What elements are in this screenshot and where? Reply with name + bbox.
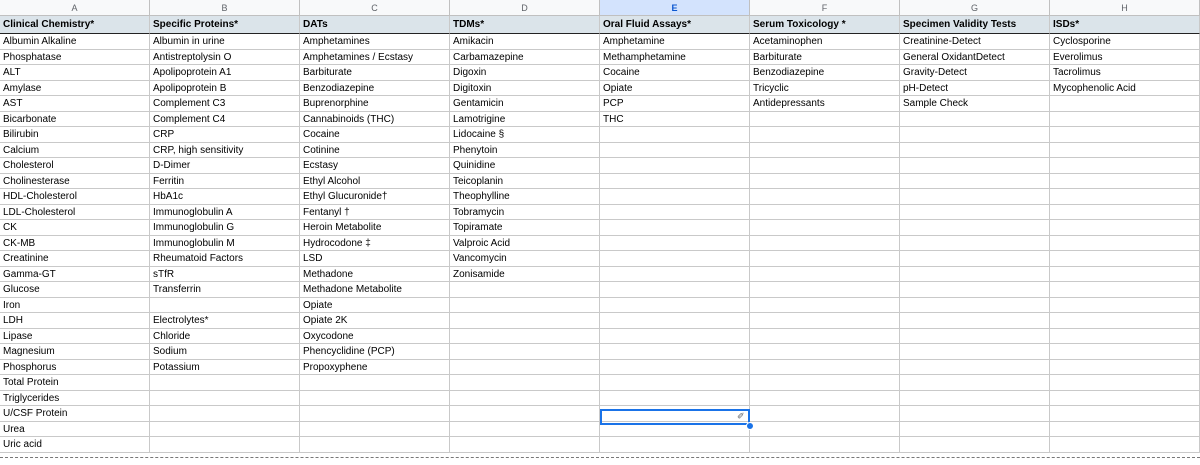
table-cell[interactable]: Chloride: [150, 329, 300, 345]
table-cell[interactable]: ALT: [0, 65, 150, 81]
table-cell[interactable]: U/CSF Protein: [0, 406, 150, 422]
table-cell[interactable]: [600, 220, 750, 236]
table-cell[interactable]: [600, 437, 750, 453]
table-cell[interactable]: LDH: [0, 313, 150, 329]
table-cell[interactable]: Rheumatoid Factors: [150, 251, 300, 267]
table-cell[interactable]: [900, 422, 1050, 438]
table-cell[interactable]: Vancomycin: [450, 251, 600, 267]
table-cell[interactable]: LDL-Cholesterol: [0, 205, 150, 221]
table-cell[interactable]: [600, 267, 750, 283]
table-cell[interactable]: D-Dimer: [150, 158, 300, 174]
table-cell[interactable]: Antistreptolysin O: [150, 50, 300, 66]
table-cell[interactable]: Methadone Metabolite: [300, 282, 450, 298]
table-cell[interactable]: [600, 298, 750, 314]
table-cell[interactable]: [750, 437, 900, 453]
table-cell[interactable]: Quinidine: [450, 158, 600, 174]
table-cell[interactable]: Ethyl Alcohol: [300, 174, 450, 190]
table-cell[interactable]: [600, 344, 750, 360]
table-cell[interactable]: [450, 391, 600, 407]
table-cell[interactable]: Hydrocodone ‡: [300, 236, 450, 252]
table-cell[interactable]: Amphetamine: [600, 34, 750, 50]
table-cell[interactable]: Cannabinoids (THC): [300, 112, 450, 128]
table-cell[interactable]: [300, 375, 450, 391]
table-cell[interactable]: [150, 298, 300, 314]
table-cell[interactable]: Teicoplanin: [450, 174, 600, 190]
table-cell[interactable]: [900, 298, 1050, 314]
table-cell[interactable]: [600, 205, 750, 221]
table-cell[interactable]: Complement C4: [150, 112, 300, 128]
table-cell[interactable]: [900, 406, 1050, 422]
table-cell[interactable]: [600, 406, 750, 422]
table-cell[interactable]: [600, 143, 750, 159]
table-cell[interactable]: Methadone: [300, 267, 450, 283]
table-cell[interactable]: Benzodiazepine: [750, 65, 900, 81]
table-cell[interactable]: Complement C3: [150, 96, 300, 112]
table-cell[interactable]: [750, 344, 900, 360]
table-cell[interactable]: [450, 375, 600, 391]
column-header-b[interactable]: B: [150, 0, 300, 16]
table-cell[interactable]: [150, 391, 300, 407]
table-cell[interactable]: Ecstasy: [300, 158, 450, 174]
table-cell[interactable]: Heroin Metabolite: [300, 220, 450, 236]
table-cell[interactable]: [750, 375, 900, 391]
table-cell[interactable]: [600, 251, 750, 267]
table-cell[interactable]: Zonisamide: [450, 267, 600, 283]
table-cell[interactable]: [750, 220, 900, 236]
table-cell[interactable]: PCP: [600, 96, 750, 112]
table-cell[interactable]: [600, 391, 750, 407]
table-cell[interactable]: Gravity-Detect: [900, 65, 1050, 81]
table-cell[interactable]: [600, 158, 750, 174]
table-cell[interactable]: Triglycerides: [0, 391, 150, 407]
table-cell[interactable]: Propoxyphene: [300, 360, 450, 376]
table-cell[interactable]: [1050, 391, 1200, 407]
table-cell[interactable]: [600, 127, 750, 143]
table-cell[interactable]: [450, 360, 600, 376]
table-cell[interactable]: [900, 282, 1050, 298]
table-cell[interactable]: [450, 406, 600, 422]
table-cell[interactable]: sTfR: [150, 267, 300, 283]
table-cell[interactable]: Transferrin: [150, 282, 300, 298]
table-cell[interactable]: [1050, 298, 1200, 314]
table-cell[interactable]: [900, 251, 1050, 267]
table-cell[interactable]: [1050, 406, 1200, 422]
table-cell[interactable]: [450, 313, 600, 329]
table-cell[interactable]: Bilirubin: [0, 127, 150, 143]
table-cell[interactable]: [1050, 344, 1200, 360]
table-cell[interactable]: Total Protein: [0, 375, 150, 391]
table-cell[interactable]: [750, 251, 900, 267]
table-cell[interactable]: [900, 127, 1050, 143]
table-cell[interactable]: General OxidantDetect: [900, 50, 1050, 66]
table-cell[interactable]: [750, 236, 900, 252]
table-cell[interactable]: Urea: [0, 422, 150, 438]
table-cell[interactable]: Phenytoin: [450, 143, 600, 159]
table-cell[interactable]: CK: [0, 220, 150, 236]
table-cell[interactable]: Phencyclidine (PCP): [300, 344, 450, 360]
table-cell[interactable]: Immunoglobulin A: [150, 205, 300, 221]
table-cell[interactable]: [600, 236, 750, 252]
table-cell[interactable]: [900, 344, 1050, 360]
table-cell[interactable]: Phosphorus: [0, 360, 150, 376]
table-cell[interactable]: [1050, 313, 1200, 329]
table-cell[interactable]: Calcium: [0, 143, 150, 159]
table-cell[interactable]: [150, 375, 300, 391]
header-cell[interactable]: Specimen Validity Tests: [900, 16, 1050, 34]
table-cell[interactable]: [1050, 437, 1200, 453]
table-cell[interactable]: Methamphetamine: [600, 50, 750, 66]
table-cell[interactable]: Creatinine-Detect: [900, 34, 1050, 50]
table-cell[interactable]: LSD: [300, 251, 450, 267]
table-cell[interactable]: Lidocaine §: [450, 127, 600, 143]
column-header-d[interactable]: D: [450, 0, 600, 16]
table-cell[interactable]: [1050, 282, 1200, 298]
table-cell[interactable]: Glucose: [0, 282, 150, 298]
table-cell[interactable]: Iron: [0, 298, 150, 314]
table-cell[interactable]: [450, 437, 600, 453]
table-cell[interactable]: Amylase: [0, 81, 150, 97]
column-header-c[interactable]: C: [300, 0, 450, 16]
table-cell[interactable]: HDL-Cholesterol: [0, 189, 150, 205]
table-cell[interactable]: [750, 127, 900, 143]
table-cell[interactable]: Everolimus: [1050, 50, 1200, 66]
table-cell[interactable]: Bicarbonate: [0, 112, 150, 128]
table-cell[interactable]: [1050, 360, 1200, 376]
table-cell[interactable]: [1050, 143, 1200, 159]
table-cell[interactable]: Tricyclic: [750, 81, 900, 97]
table-cell[interactable]: Mycophenolic Acid: [1050, 81, 1200, 97]
table-cell[interactable]: [900, 329, 1050, 345]
paste-icon[interactable]: ✐: [737, 411, 745, 421]
table-cell[interactable]: [900, 236, 1050, 252]
table-cell[interactable]: [600, 422, 750, 438]
column-header-a[interactable]: A: [0, 0, 150, 16]
table-cell[interactable]: [1050, 205, 1200, 221]
table-cell[interactable]: [900, 267, 1050, 283]
table-cell[interactable]: Amikacin: [450, 34, 600, 50]
table-cell[interactable]: [1050, 112, 1200, 128]
table-cell[interactable]: Potassium: [150, 360, 300, 376]
table-cell[interactable]: [1050, 220, 1200, 236]
column-header-h[interactable]: H: [1050, 0, 1200, 16]
table-cell[interactable]: [1050, 174, 1200, 190]
table-cell[interactable]: [300, 391, 450, 407]
table-cell[interactable]: Valproic Acid: [450, 236, 600, 252]
table-cell[interactable]: Gamma-GT: [0, 267, 150, 283]
table-cell[interactable]: [750, 158, 900, 174]
table-cell[interactable]: [300, 406, 450, 422]
table-cell[interactable]: Lipase: [0, 329, 150, 345]
fill-handle[interactable]: [746, 422, 754, 430]
table-cell[interactable]: [1050, 375, 1200, 391]
table-cell[interactable]: Uric acid: [0, 437, 150, 453]
table-cell[interactable]: [1050, 127, 1200, 143]
table-cell[interactable]: [1050, 267, 1200, 283]
table-cell[interactable]: Apolipoprotein A1: [150, 65, 300, 81]
table-cell[interactable]: [450, 329, 600, 345]
header-cell[interactable]: Serum Toxicology *: [750, 16, 900, 34]
table-cell[interactable]: [900, 112, 1050, 128]
table-cell[interactable]: Cocaine: [300, 127, 450, 143]
table-cell[interactable]: [750, 174, 900, 190]
table-cell[interactable]: Opiate: [600, 81, 750, 97]
table-cell[interactable]: AST: [0, 96, 150, 112]
table-cell[interactable]: Barbiturate: [300, 65, 450, 81]
table-cell[interactable]: [900, 391, 1050, 407]
table-cell[interactable]: [750, 360, 900, 376]
page-break-line: [0, 457, 1200, 458]
table-cell[interactable]: [750, 406, 900, 422]
table-cell[interactable]: Cocaine: [600, 65, 750, 81]
table-cell[interactable]: Topiramate: [450, 220, 600, 236]
table-cell[interactable]: [300, 437, 450, 453]
table-cell[interactable]: Digoxin: [450, 65, 600, 81]
table-cell[interactable]: [900, 313, 1050, 329]
table-cell[interactable]: HbA1c: [150, 189, 300, 205]
table-cell[interactable]: Digitoxin: [450, 81, 600, 97]
table-cell[interactable]: [750, 205, 900, 221]
table-cell[interactable]: [750, 422, 900, 438]
table-cell[interactable]: Ethyl Glucuronide†: [300, 189, 450, 205]
header-cell[interactable]: DATs: [300, 16, 450, 34]
table-cell[interactable]: [900, 360, 1050, 376]
table-cell[interactable]: Ferritin: [150, 174, 300, 190]
table-cell[interactable]: [450, 344, 600, 360]
table-cell[interactable]: [150, 422, 300, 438]
table-cell[interactable]: [750, 143, 900, 159]
header-cell[interactable]: Clinical Chemistry*: [0, 16, 150, 34]
table-cell[interactable]: Creatinine: [0, 251, 150, 267]
table-cell[interactable]: [750, 112, 900, 128]
table-cell[interactable]: Cyclosporine: [1050, 34, 1200, 50]
column-header-g[interactable]: G: [900, 0, 1050, 16]
table-cell[interactable]: Cholesterol: [0, 158, 150, 174]
table-cell[interactable]: pH-Detect: [900, 81, 1050, 97]
table-cell[interactable]: Immunoglobulin G: [150, 220, 300, 236]
table-cell[interactable]: Sodium: [150, 344, 300, 360]
table-cell[interactable]: [1050, 236, 1200, 252]
table-cell[interactable]: Opiate 2K: [300, 313, 450, 329]
table-cell[interactable]: Buprenorphine: [300, 96, 450, 112]
table-cell[interactable]: Gentamicin: [450, 96, 600, 112]
table-cell[interactable]: Electrolytes*: [150, 313, 300, 329]
table-cell[interactable]: Acetaminophen: [750, 34, 900, 50]
table-cell[interactable]: [900, 174, 1050, 190]
table-cell[interactable]: CRP, high sensitivity: [150, 143, 300, 159]
table-cell[interactable]: Tacrolimus: [1050, 65, 1200, 81]
table-cell[interactable]: [600, 313, 750, 329]
table-cell[interactable]: THC: [600, 112, 750, 128]
table-cell[interactable]: Antidepressants: [750, 96, 900, 112]
table-cell[interactable]: Albumin Alkaline: [0, 34, 150, 50]
table-cell[interactable]: [450, 282, 600, 298]
table-cell[interactable]: [300, 422, 450, 438]
header-cell[interactable]: Specific Proteins*: [150, 16, 300, 34]
table-cell[interactable]: [1050, 158, 1200, 174]
table-cell[interactable]: [1050, 96, 1200, 112]
table-cell[interactable]: [600, 375, 750, 391]
table-cell[interactable]: [750, 298, 900, 314]
table-cell[interactable]: Cotinine: [300, 143, 450, 159]
table-cell[interactable]: Lamotrigine: [450, 112, 600, 128]
table-cell[interactable]: Fentanyl †: [300, 205, 450, 221]
table-cell[interactable]: [750, 329, 900, 345]
table-cell[interactable]: [750, 391, 900, 407]
header-cell[interactable]: TDMs*: [450, 16, 600, 34]
table-cell[interactable]: [900, 375, 1050, 391]
table-cell[interactable]: [750, 267, 900, 283]
table-cell[interactable]: [600, 189, 750, 205]
table-cell[interactable]: [1050, 422, 1200, 438]
table-cell[interactable]: Amphetamines / Ecstasy: [300, 50, 450, 66]
table-cell[interactable]: Benzodiazepine: [300, 81, 450, 97]
table-cell[interactable]: [750, 313, 900, 329]
table-cell[interactable]: [600, 329, 750, 345]
table-cell[interactable]: Apolipoprotein B: [150, 81, 300, 97]
table-cell[interactable]: [150, 406, 300, 422]
table-cell[interactable]: [750, 189, 900, 205]
table-cell[interactable]: [150, 437, 300, 453]
table-cell[interactable]: [900, 143, 1050, 159]
table-cell[interactable]: Tobramycin: [450, 205, 600, 221]
table-cell[interactable]: [900, 158, 1050, 174]
table-cell[interactable]: [900, 205, 1050, 221]
table-cell[interactable]: Sample Check: [900, 96, 1050, 112]
column-header-f[interactable]: F: [750, 0, 900, 16]
table-cell[interactable]: Amphetamines: [300, 34, 450, 50]
table-cell[interactable]: [450, 422, 600, 438]
table-cell[interactable]: Cholinesterase: [0, 174, 150, 190]
table-cell[interactable]: CK-MB: [0, 236, 150, 252]
table-cell[interactable]: [900, 189, 1050, 205]
table-cell[interactable]: [750, 282, 900, 298]
table-cell[interactable]: Phosphatase: [0, 50, 150, 66]
table-cell[interactable]: Carbamazepine: [450, 50, 600, 66]
table-cell[interactable]: CRP: [150, 127, 300, 143]
table-cell[interactable]: Theophylline: [450, 189, 600, 205]
table-cell[interactable]: [1050, 329, 1200, 345]
header-cell[interactable]: Oral Fluid Assays*: [600, 16, 750, 34]
table-cell[interactable]: [1050, 189, 1200, 205]
table-cell[interactable]: Magnesium: [0, 344, 150, 360]
table-cell[interactable]: [900, 437, 1050, 453]
table-cell[interactable]: Immunoglobulin M: [150, 236, 300, 252]
table-cell[interactable]: Albumin in urine: [150, 34, 300, 50]
header-cell[interactable]: ISDs*: [1050, 16, 1200, 34]
table-cell[interactable]: [1050, 251, 1200, 267]
table-cell[interactable]: [900, 220, 1050, 236]
table-cell[interactable]: [450, 298, 600, 314]
table-cell[interactable]: [600, 360, 750, 376]
table-cell[interactable]: Oxycodone: [300, 329, 450, 345]
column-header-e[interactable]: E: [600, 0, 750, 16]
table-cell[interactable]: [600, 282, 750, 298]
table-cell[interactable]: Opiate: [300, 298, 450, 314]
table-cell[interactable]: Barbiturate: [750, 50, 900, 66]
table-cell[interactable]: [600, 174, 750, 190]
